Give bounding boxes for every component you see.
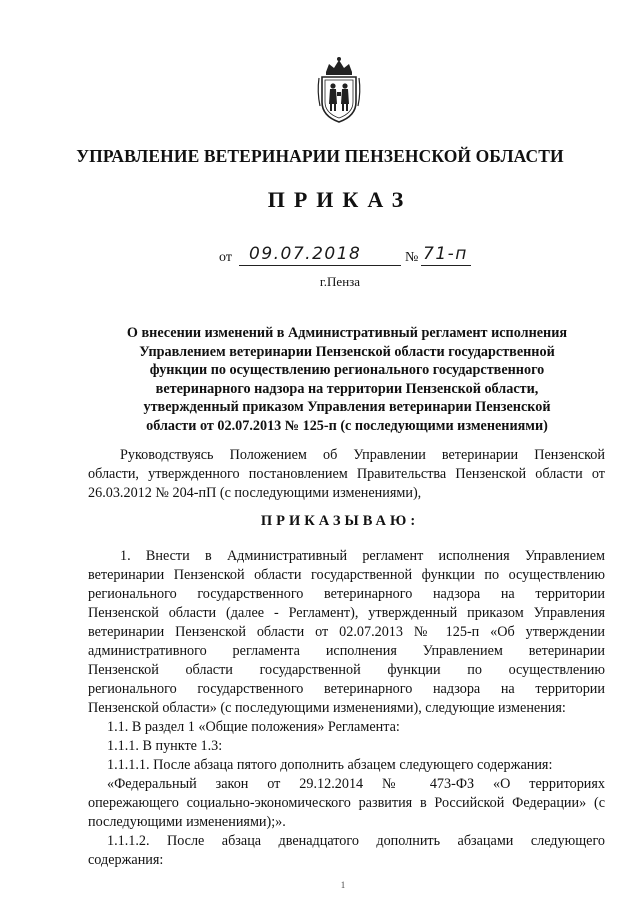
body-line: 1.1.1. В пункте 1.3: (107, 738, 223, 754)
title-line: О внесении изменений в Административный регламент исполнения (126, 325, 568, 341)
document-type: ПРИКАЗ (267, 187, 413, 212)
preamble-line: области, утвержденного постановлением Правительства Пензенской области от (88, 466, 605, 482)
body-line: регионального государственного ветеринарного надзора на территории (88, 681, 605, 697)
page-number: 1 (340, 880, 346, 890)
number-underline (421, 265, 471, 266)
body-line: содержания: (88, 852, 164, 868)
title-line: Управлением ветеринарии Пензенской области государственной (139, 343, 555, 360)
coat-of-arms-icon (316, 56, 362, 124)
date-value: 09.07.2018 (249, 244, 362, 264)
date-number-line (219, 244, 479, 270)
city: г.Пенза (319, 274, 361, 289)
body-line: «Федеральный закон от 29.12.2014 № 473-ФЗ «О территориях (107, 776, 605, 792)
body-line: административного регламента исполнения Управлением ветеринарии (88, 643, 605, 659)
body-line: 1.1. В раздел 1 «Общие положения» Регламента: (107, 719, 400, 735)
body-line: Пензенской области государственной функции по осуществлению (88, 662, 605, 678)
body-line: Пензенской области» (с последующими изменениями), следующие изменения: (88, 700, 566, 716)
preamble-line: 26.03.2012 № 204-пП (с последующими изменениями), (88, 485, 422, 501)
date-label: от (219, 250, 232, 265)
body-line: Пензенской области (далее - Регламент), утвержденный приказом Управления (88, 605, 605, 621)
body-line: 1.1.1.1. После абзаца пятого дополнить абзацем следующего содержания: (107, 757, 553, 773)
body-line: опережающего социально-экономического развития в Российской Федерации» (с (88, 795, 605, 811)
body-line: регионального государственного ветеринарного надзора на территории (88, 586, 605, 602)
title-line: функции по осуществлению регионального государственного (149, 362, 545, 379)
body-line: 1.1.1.2. После абзаца двенадцатого дополнить абзацами следующего (107, 833, 605, 849)
preamble-line: Руководствуясь Положением об Управлении ветеринарии Пензенской (120, 447, 605, 463)
body-line: последующими изменениями);». (88, 814, 286, 830)
date-underline (239, 265, 401, 266)
number-value: 71-п (423, 244, 468, 264)
order-word: ПРИКАЗЫВАЮ: (260, 513, 420, 529)
body-line: ветеринарии Пензенской области от 02.07.2013 № 125-п «Об утверждении (88, 624, 605, 640)
title-line: области от 02.07.2013 № 125-п (с последующими изменениями) (146, 417, 548, 434)
body-line: 1. Внести в Административный регламент исполнения Управлением (120, 548, 605, 564)
organization-name: УПРАВЛЕНИЕ ВЕТЕРИНАРИИ ПЕНЗЕНСКОЙ ОБЛАСТИ (76, 146, 564, 166)
title-line: ветеринарного надзора на территории Пензенской области, (155, 380, 539, 397)
document-title (116, 324, 578, 436)
number-label: № (405, 250, 419, 265)
title-line: утвержденный приказом Управления ветеринарии Пензенской (143, 399, 551, 416)
body-line: ветеринарии Пензенской области государственной функции по осуществлению (88, 567, 605, 583)
